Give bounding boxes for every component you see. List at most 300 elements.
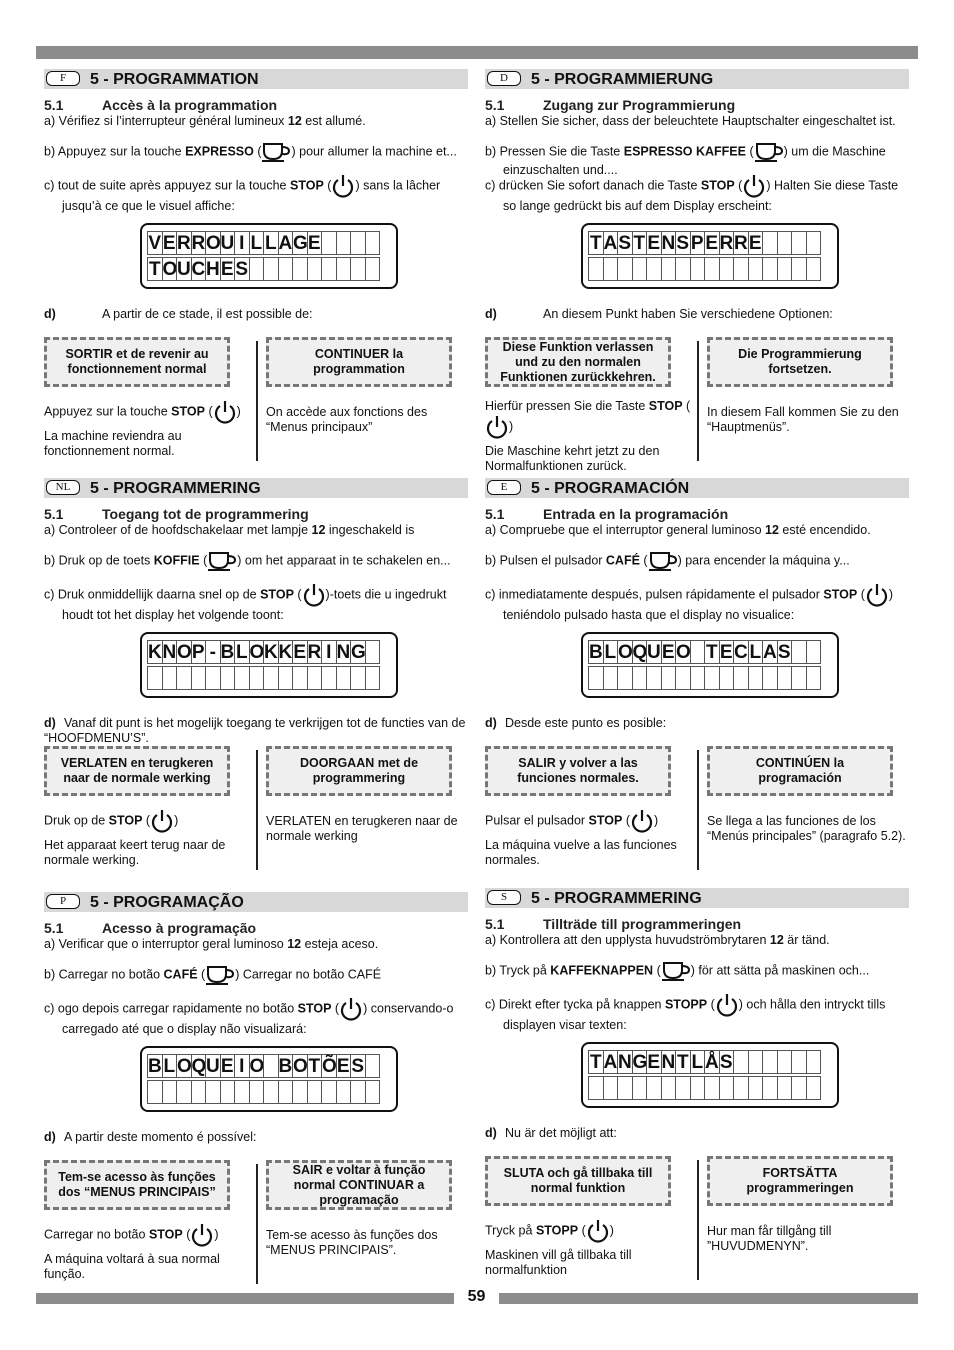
lcd-cell: H [206, 259, 220, 280]
lcd-cell: R [177, 233, 191, 254]
subsection-title: Accès à la programmation [102, 97, 278, 113]
lcd-cell: R [719, 233, 734, 254]
lcd-cell [806, 666, 822, 690]
step-b-text-end: om het apparaat in te schakelen en... [241, 553, 451, 568]
step-c-text: c) tout de suite après appuyez sur la touche [44, 178, 290, 193]
section-title: 5 - PROGRAMMERING [531, 890, 702, 907]
lcd-cell [806, 1076, 822, 1100]
step-b: b) Pressen Sie die Taste ESPRESSO KAFFEE ( ) um die Maschine einzuschalten und.... [485, 141, 909, 178]
option-left-text: SLUTA och gå tillbaka till normal funktion [503, 1166, 653, 1195]
coffee-key-name: KAFFEKNAPPEN [550, 963, 654, 978]
section-title: 5 - PROGRAMAÇÃO [90, 894, 244, 911]
column-divider [697, 750, 699, 870]
page-number: 59 [467, 1288, 486, 1305]
lcd-cell [777, 231, 793, 255]
step-c: c) inmediatamente después, pulsen rápidamente el pulsador STOP ( ) teniéndolo pulsado hasta que el display no visualice: [485, 582, 909, 623]
exit-instructions: Appuyez sur la touche STOP ( ) La machine reviendra au fonctionnement normal. [44, 399, 252, 459]
lcd-cell: N [618, 1052, 632, 1073]
lcd-cell [307, 666, 323, 690]
step-c-text-end: teniéndolo pulsado hasta que el display no visualice: [503, 608, 795, 622]
lcd-cell [762, 231, 778, 255]
lcd-cell [365, 1080, 381, 1104]
option-box-left [485, 1156, 671, 1206]
lcd-cell [704, 1076, 720, 1100]
step-c: c) Direkt efter tycka på knappen STOPP ( ) och hålla den intryckt tills displayen visar texten: [485, 992, 909, 1033]
subsection-number: 5.1 [485, 916, 505, 932]
lcd-cell: K [148, 642, 162, 663]
lcd-row [147, 666, 391, 692]
coffee-key-name: CAFÉ [163, 967, 198, 982]
coffee-cup-icon [205, 964, 235, 986]
bottom-rule-right [499, 1293, 918, 1304]
power-icon [213, 399, 237, 425]
lcd-cell: O [618, 642, 633, 663]
stop-key-name: STOP [289, 178, 324, 193]
lcd-cell: E [748, 233, 762, 254]
coffee-key-name: ESPRESSO KAFFEE [623, 144, 746, 159]
lcd-cell: L [264, 233, 277, 254]
lcd-cell [191, 666, 207, 690]
lcd-cell: B [589, 642, 603, 663]
option-right-text: DOORGAAN met de programmering [299, 756, 419, 785]
step-a-text: a) Controleer of de hoofdschakelaar met lampje [44, 523, 312, 537]
step-c-text-end: Halten Sie diese Taste so lange gedrückt bis auf dem Display erscheint: [503, 178, 899, 213]
step-a [44, 937, 468, 952]
lcd-cell [263, 257, 279, 281]
subsection-title: Acesso à programação [102, 920, 257, 936]
lcd-cell [690, 640, 706, 664]
option-box-right [707, 337, 893, 387]
lcd-cell: U [177, 259, 191, 280]
lcd-cell [646, 1076, 662, 1100]
lcd-cell: T [148, 259, 161, 280]
option-right-text: Die Programmierung fortsetzen. [738, 347, 862, 376]
lcd-cell [791, 231, 807, 255]
continue-instructions: Tem-se acesso às funções dos “MENUS PRINCIPAIS”. [266, 1228, 438, 1257]
continue-instructions: VERLATEN en terugkeren naar de normale werking [266, 814, 458, 843]
lcd-cell [661, 257, 677, 281]
step-a-text: a) Vérifiez si l’interrupteur général lumineux [44, 114, 288, 128]
lcd-cell: L [691, 1052, 704, 1073]
step-b-text: b) Tryck på [485, 963, 551, 978]
lcd-cell [762, 666, 778, 690]
lcd-cell [646, 666, 662, 690]
step-d-label: d) [44, 1130, 56, 1144]
option-right-text: CONTINUER la programmation [313, 347, 405, 376]
step-b: b) Druk op de toets KOFFIE ( ) om het apparaat in te schakelen en... [44, 550, 468, 572]
lcd-cell [350, 1080, 366, 1104]
lcd-cell [292, 257, 308, 281]
lcd-cell: S [676, 233, 690, 254]
step-d-text: Desde este punto es posible: [505, 716, 667, 730]
lcd-cell [806, 1050, 822, 1074]
stop-key-name: STOP [588, 813, 623, 828]
lcd-cell [632, 257, 648, 281]
lcd-cell: C [734, 642, 748, 663]
step-b-text-end: för att sätta på maskinen och... [694, 963, 870, 978]
lcd-cell [748, 1076, 764, 1100]
lcd-cell [719, 1076, 735, 1100]
lcd-cell [719, 666, 735, 690]
lcd-cell [762, 257, 778, 281]
step-a-text-end: est allumé. [301, 114, 366, 128]
lcd-cell: T [676, 1052, 689, 1073]
exit-instructions: Tryck på STOPP ( ) Maskinen vill gå tillbaka till normalfunktion [485, 1218, 693, 1278]
lcd-cell [777, 666, 793, 690]
lcd-cell [777, 1050, 793, 1074]
lcd-cell [588, 666, 604, 690]
column-divider [256, 750, 258, 870]
lcd-cell: B [220, 642, 235, 663]
lcd-row [147, 1054, 391, 1080]
section-title: 5 - PROGRAMACIÓN [531, 480, 690, 497]
lcd-cell: I [234, 1054, 250, 1078]
exit-result: La machine reviendra au fonctionnement normal. [44, 429, 182, 458]
option-box-right [266, 337, 452, 387]
lcd-cell: R [191, 233, 206, 254]
lcd-row [147, 640, 391, 666]
language-section [485, 888, 909, 1293]
lcd-cell [675, 257, 691, 281]
power-icon [339, 996, 363, 1022]
power-icon [331, 173, 355, 199]
lcd-cell: O [249, 1056, 265, 1077]
lcd-cell [806, 640, 822, 664]
step-c-text-end: -toets die u ingedrukt houdt tot het display het volgende toont: [62, 587, 447, 622]
coffee-cup-icon [207, 550, 237, 572]
lcd-cell [191, 1080, 207, 1104]
step-a [485, 523, 909, 538]
lcd-cell [350, 666, 366, 690]
step-a [44, 523, 468, 538]
step-a-text-end: ingeschakeld is [325, 523, 415, 537]
subsection-heading [485, 97, 735, 113]
language-flag: F [46, 71, 80, 86]
lcd-cell [762, 1050, 778, 1074]
lcd-cell: E [220, 259, 234, 280]
lcd-display [581, 1042, 839, 1108]
lcd-cell: I [321, 640, 337, 664]
lcd-cell [704, 257, 720, 281]
subsection-number: 5.1 [485, 506, 505, 522]
stop-key-name: STOP [171, 404, 205, 419]
stop-key-name: STOP [700, 178, 735, 193]
lcd-cell [632, 666, 648, 690]
step-d-label: d) [44, 307, 56, 321]
step-a-text-end: esté encendido. [778, 523, 871, 537]
lcd-cell [603, 1076, 619, 1100]
lcd-row [147, 257, 391, 283]
lcd-cell: Q [191, 1056, 207, 1077]
lcd-cell [748, 257, 764, 281]
lcd-cell [588, 257, 604, 281]
lcd-cell: T [589, 233, 602, 254]
option-box-left [44, 746, 230, 796]
lcd-cell [220, 1080, 236, 1104]
lcd-cell: L [235, 642, 248, 663]
lcd-cell [307, 1080, 323, 1104]
lcd-cell [733, 1076, 749, 1100]
lcd-row [588, 1076, 832, 1102]
lcd-cell [220, 666, 236, 690]
lcd-cell: E [336, 1056, 350, 1077]
step-b: b) Carregar no botão CAFÉ ( ) Carregar no botão CAFÉ [44, 964, 468, 986]
step-a-text: a) Compruebe que el interruptor general luminoso [485, 523, 766, 537]
section-header [44, 69, 468, 89]
option-left-text: Tem-se acesso às funções dos “MENUS PRINCIPAIS” [58, 1170, 216, 1199]
lcd-cell: E [293, 642, 307, 663]
language-section [485, 69, 909, 474]
lcd-cell [176, 1080, 192, 1104]
coffee-cup-icon [648, 550, 678, 572]
lcd-cell [733, 1050, 749, 1074]
power-icon [190, 1222, 214, 1248]
step-d-label: d) [485, 1126, 497, 1140]
stop-key-name: STOPP [535, 1223, 579, 1238]
step-a-text-end: esteja aceso. [301, 937, 379, 951]
section-header [485, 69, 909, 89]
lcd-cell: O [293, 1056, 308, 1077]
section-title: 5 - PROGRAMMERING [90, 480, 261, 497]
lcd-display [140, 223, 398, 289]
step-d-label: d) [485, 716, 497, 730]
lcd-cell: L [604, 642, 617, 663]
step-c-text-end: conservando-o carregado até que o display não visualizará: [62, 1001, 454, 1036]
option-box-left [44, 1160, 230, 1210]
lcd-cell [176, 666, 192, 690]
lcd-cell [365, 231, 381, 255]
lcd-row [588, 640, 832, 666]
step-d [44, 1130, 468, 1145]
lcd-cell [278, 257, 294, 281]
power-icon [485, 414, 509, 440]
step-a-text-end: är tänd. [783, 933, 830, 947]
lcd-cell: R [307, 642, 322, 663]
step-c-text: c) ogo depois carregar rapidamente no botão [44, 1001, 298, 1016]
lcd-cell: C [191, 259, 206, 280]
lcd-display [581, 632, 839, 698]
stop-key-name: STOP [297, 1001, 332, 1016]
lcd-cell [690, 1076, 706, 1100]
subsection-heading [44, 920, 256, 936]
lcd-cell [234, 666, 250, 690]
lcd-row [147, 231, 391, 257]
lcd-cell: - [205, 640, 221, 664]
subsection-number: 5.1 [44, 506, 64, 522]
lcd-cell: A [603, 233, 618, 254]
option-left-text: SALIR y volver a las funciones normales. [517, 756, 639, 785]
subsection-heading [485, 506, 728, 522]
exit-text: Hierfür pressen Sie die Taste [485, 399, 649, 413]
continue-instructions: Se llega a las funciones de los “Menús principales” (paragrafo 5.2). [707, 814, 906, 843]
lcd-cell: L [163, 1056, 176, 1077]
language-flag: S [487, 890, 521, 905]
lcd-cell [147, 666, 163, 690]
stop-key-name: STOP [648, 399, 683, 413]
lcd-cell [791, 257, 807, 281]
lcd-cell [162, 666, 178, 690]
lcd-cell [205, 666, 221, 690]
section-header [44, 892, 468, 912]
lamp-number: 12 [769, 933, 784, 947]
step-a [44, 114, 468, 129]
language-flag: E [487, 480, 521, 495]
stop-key-name: STOP [260, 587, 294, 602]
step-b-text: b) Appuyez sur la touche [44, 144, 186, 159]
lcd-cell: A [603, 1052, 618, 1073]
lcd-cell [147, 1080, 163, 1104]
section-title: 5 - PROGRAMMATION [90, 71, 259, 88]
lcd-cell: T [589, 1052, 602, 1073]
subsection-title: Entrada en la programación [543, 506, 729, 522]
lcd-cell [336, 257, 352, 281]
exit-instructions: Druk op de STOP ( ) Het apparaat keert terug naar de normale werking. [44, 808, 252, 868]
lcd-cell [365, 666, 381, 690]
option-box-right [266, 746, 452, 796]
step-a [485, 933, 909, 948]
step-b: b) Pulsen el pulsador CAFÉ ( ) para encender la máquina y... [485, 550, 909, 572]
lcd-cell [365, 257, 381, 281]
lcd-cell: U [220, 233, 235, 254]
lcd-cell: O [162, 259, 178, 280]
lcd-cell: K [278, 642, 293, 663]
lcd-cell: E [719, 642, 733, 663]
step-d-text: An diesem Punkt haben Sie verschiedene Optionen: [543, 307, 833, 321]
step-d-label: d) [485, 307, 497, 321]
lcd-cell: P [191, 642, 205, 663]
coffee-cup-icon [661, 960, 691, 982]
step-d-text: Vanaf dit punt is het mogelijk toegang te verkrijgen tot de functies van de “HOOFDMENU’S”. [44, 716, 466, 745]
lcd-row [588, 1050, 832, 1076]
lcd-cell: O [177, 642, 192, 663]
lcd-cell: G [351, 642, 366, 663]
continue-instructions: On accède aux fonctions des “Menus principaux” [266, 405, 428, 434]
lcd-cell [661, 1076, 677, 1100]
lcd-cell: I [234, 231, 250, 255]
lcd-cell [321, 231, 337, 255]
subsection-heading [44, 506, 309, 522]
lcd-cell: R [734, 233, 748, 254]
lcd-cell: S [719, 1052, 733, 1073]
lcd-cell [321, 1080, 337, 1104]
lcd-cell: Q [632, 642, 648, 663]
lcd-cell: S [777, 642, 791, 663]
exit-instructions: Carregar no botão STOP ( ) A máquina voltará à sua normal função. [44, 1222, 252, 1282]
step-b-text: b) Pressen Sie die Taste [485, 144, 624, 159]
lcd-cell [205, 1080, 221, 1104]
lcd-cell: P [690, 233, 704, 254]
step-c-text: c) inmediatamente después, pulsen rápidamente el pulsador [485, 587, 824, 602]
coffee-cup-icon [754, 141, 784, 163]
step-c-text: c) Direkt efter tycka på knappen [485, 997, 665, 1012]
lcd-cell [661, 666, 677, 690]
lcd-cell [365, 1054, 381, 1078]
lcd-cell [690, 666, 706, 690]
lamp-number: 12 [311, 523, 326, 537]
lcd-cell [617, 257, 633, 281]
lcd-cell [292, 1080, 308, 1104]
lcd-cell [791, 1050, 807, 1074]
option-box-left [485, 337, 671, 387]
lcd-display [140, 1046, 398, 1112]
lcd-cell [733, 666, 749, 690]
step-b-text-end: um die Maschine einzuschalten und.... [503, 144, 886, 177]
lcd-cell: E [647, 233, 661, 254]
stop-key-name: STOPP [664, 997, 708, 1012]
step-d [485, 1126, 909, 1141]
step-d-label: d) [44, 716, 56, 730]
subsection-number: 5.1 [44, 920, 64, 936]
lcd-cell: S [351, 1056, 365, 1077]
lamp-number: 12 [765, 523, 779, 537]
lcd-row [588, 231, 832, 257]
option-right-text: CONTINÚEN la programación [755, 756, 845, 785]
bottom-rule-left [36, 1293, 454, 1304]
lcd-cell [646, 257, 662, 281]
lcd-cell [336, 666, 352, 690]
continue-instructions: In diesem Fall kommen Sie zu den “Hauptmenüs”. [707, 405, 899, 434]
lcd-cell [777, 1076, 793, 1100]
exit-result: A máquina voltará à sua normal função. [44, 1252, 220, 1281]
lcd-cell [748, 666, 764, 690]
lcd-cell [321, 257, 337, 281]
lcd-cell [350, 231, 366, 255]
coffee-key-name: EXPRESSO [185, 144, 254, 159]
step-c-text: c) drücken Sie sofort danach die Taste [485, 178, 701, 193]
option-box-right [707, 1156, 893, 1206]
column-divider [697, 1160, 699, 1280]
option-left-text: Diese Funktion verlassen und zu den normalen Funktionen zurückkehren. [500, 339, 656, 384]
power-icon [150, 808, 174, 834]
lcd-cell [263, 1080, 279, 1104]
lcd-cell: T [308, 1056, 321, 1077]
lcd-cell [791, 1076, 807, 1100]
lcd-display [581, 223, 839, 289]
step-d-text: A partir deste momento é possível: [64, 1130, 257, 1144]
lcd-cell [806, 231, 822, 255]
lcd-cell: E [307, 233, 321, 254]
lcd-cell [365, 640, 381, 664]
exit-result: La máquina vuelve a las funciones normales. [485, 838, 677, 867]
step-b-text: b) Pulsen el pulsador [485, 553, 606, 568]
stop-key-name: STOP [148, 1227, 183, 1242]
lcd-display [140, 632, 398, 698]
lcd-cell: O [676, 642, 691, 663]
exit-text: Carregar no botão [44, 1227, 149, 1242]
language-section [485, 478, 909, 883]
step-a-text: a) Stellen Sie sicher, dass der beleuchtete Hauptschalter eingeschaltet ist. [485, 114, 896, 128]
step-c-text: c) Druk onmiddellijk daarna snel op de [44, 587, 261, 602]
option-box-right [266, 1160, 452, 1210]
lcd-cell: B [148, 1056, 162, 1077]
lcd-cell [748, 1050, 764, 1074]
language-flag: NL [46, 480, 80, 495]
coffee-cup-icon [261, 141, 291, 163]
step-b: b) Tryck på KAFFEKNAPPEN ( ) för att sätta på maskinen och... [485, 960, 909, 982]
lcd-cell [249, 666, 265, 690]
lcd-cell [806, 257, 822, 281]
step-a [485, 114, 909, 129]
step-c-text-end: sans la lâcher jusqu’à ce que le visuel affiche: [62, 178, 441, 213]
stop-key-name: STOP [823, 587, 858, 602]
lcd-cell [791, 640, 807, 664]
subsection-heading [485, 916, 741, 932]
lcd-cell [321, 666, 337, 690]
lcd-cell: N [336, 642, 351, 663]
language-section [44, 69, 468, 474]
step-d [44, 716, 468, 746]
section-header [485, 478, 909, 498]
